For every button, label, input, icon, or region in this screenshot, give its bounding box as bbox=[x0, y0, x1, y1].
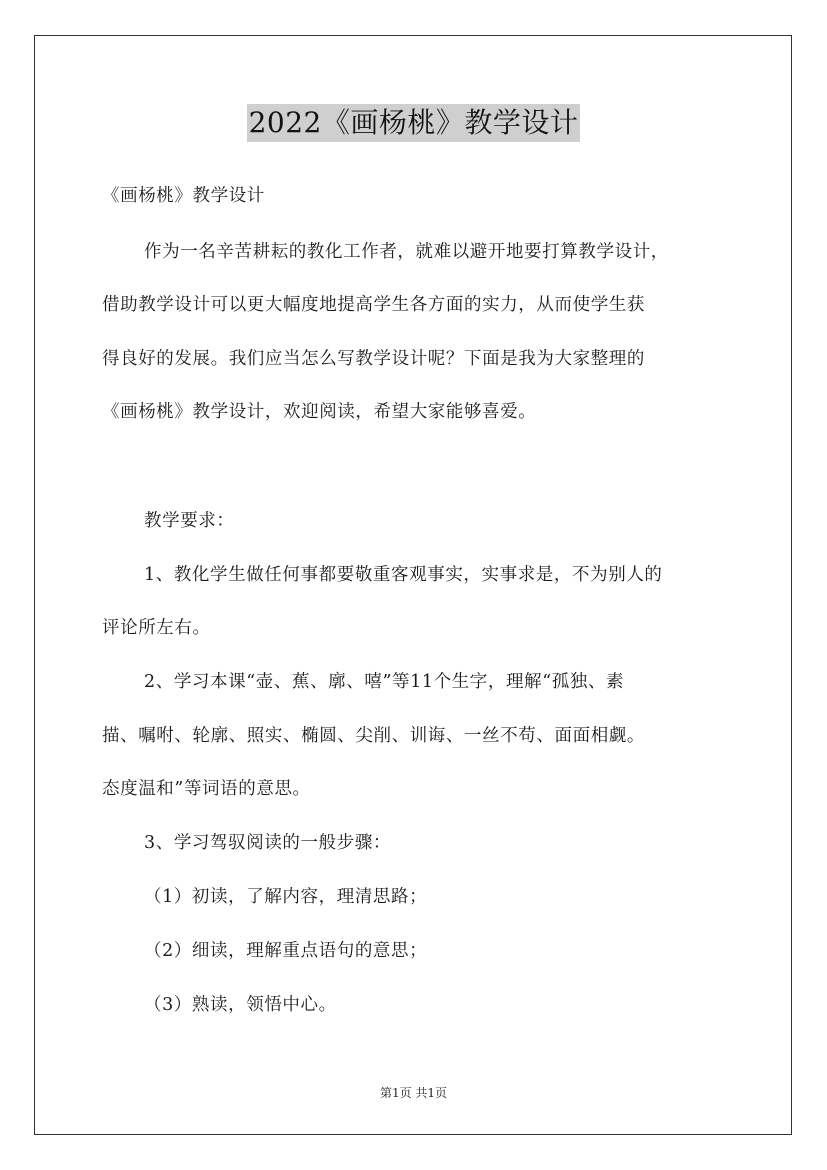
body-line-11: 3、学习驾驭阅读的一般步骤： bbox=[144, 833, 392, 853]
body-line-2: 借助教学设计可以更大幅度地提高学生各方面的实力，从而使学生获 bbox=[102, 295, 645, 315]
body-line-7: 评论所左右。 bbox=[102, 618, 211, 638]
list-item-3: （3）熟读，领悟中心。 bbox=[144, 995, 337, 1015]
document-subtitle: 《画杨桃》教学设计 bbox=[102, 186, 265, 206]
body-line-4: 《画杨桃》教学设计，欢迎阅读，希望大家能够喜爱。 bbox=[102, 402, 537, 422]
list-item-2: （2）细读，理解重点语句的意思； bbox=[144, 941, 428, 961]
body-line-9: 描、嘱咐、轮廓、照实、椭圆、尖削、训诲、一丝不苟、面面相觑。 bbox=[102, 726, 645, 746]
page-footer: 第1页 共1页 bbox=[379, 1086, 448, 1100]
body-line-10: 态度温和”等词语的意思。 bbox=[102, 779, 311, 799]
document-title: 2022《画杨桃》教学设计 bbox=[247, 104, 581, 142]
body-line-8: 2、学习本课“壶、蕉、廓、嘻”等11个生字，理解“孤独、素 bbox=[144, 672, 625, 692]
body-line-3: 得良好的发展。我们应当怎么写教学设计呢？下面是我为大家整理的 bbox=[102, 349, 645, 369]
body-line-1: 作为一名辛苦耕耘的教化工作者，就难以避开地要打算教学设计， bbox=[144, 242, 669, 262]
list-item-1: （1）初读，了解内容，理清思路； bbox=[144, 887, 428, 907]
section-heading: 教学要求： bbox=[144, 511, 235, 531]
body-line-6: 1、教化学生做任何事都要敬重客观事实，实事求是，不为别人的 bbox=[144, 565, 663, 585]
title-container bbox=[0, 104, 827, 142]
